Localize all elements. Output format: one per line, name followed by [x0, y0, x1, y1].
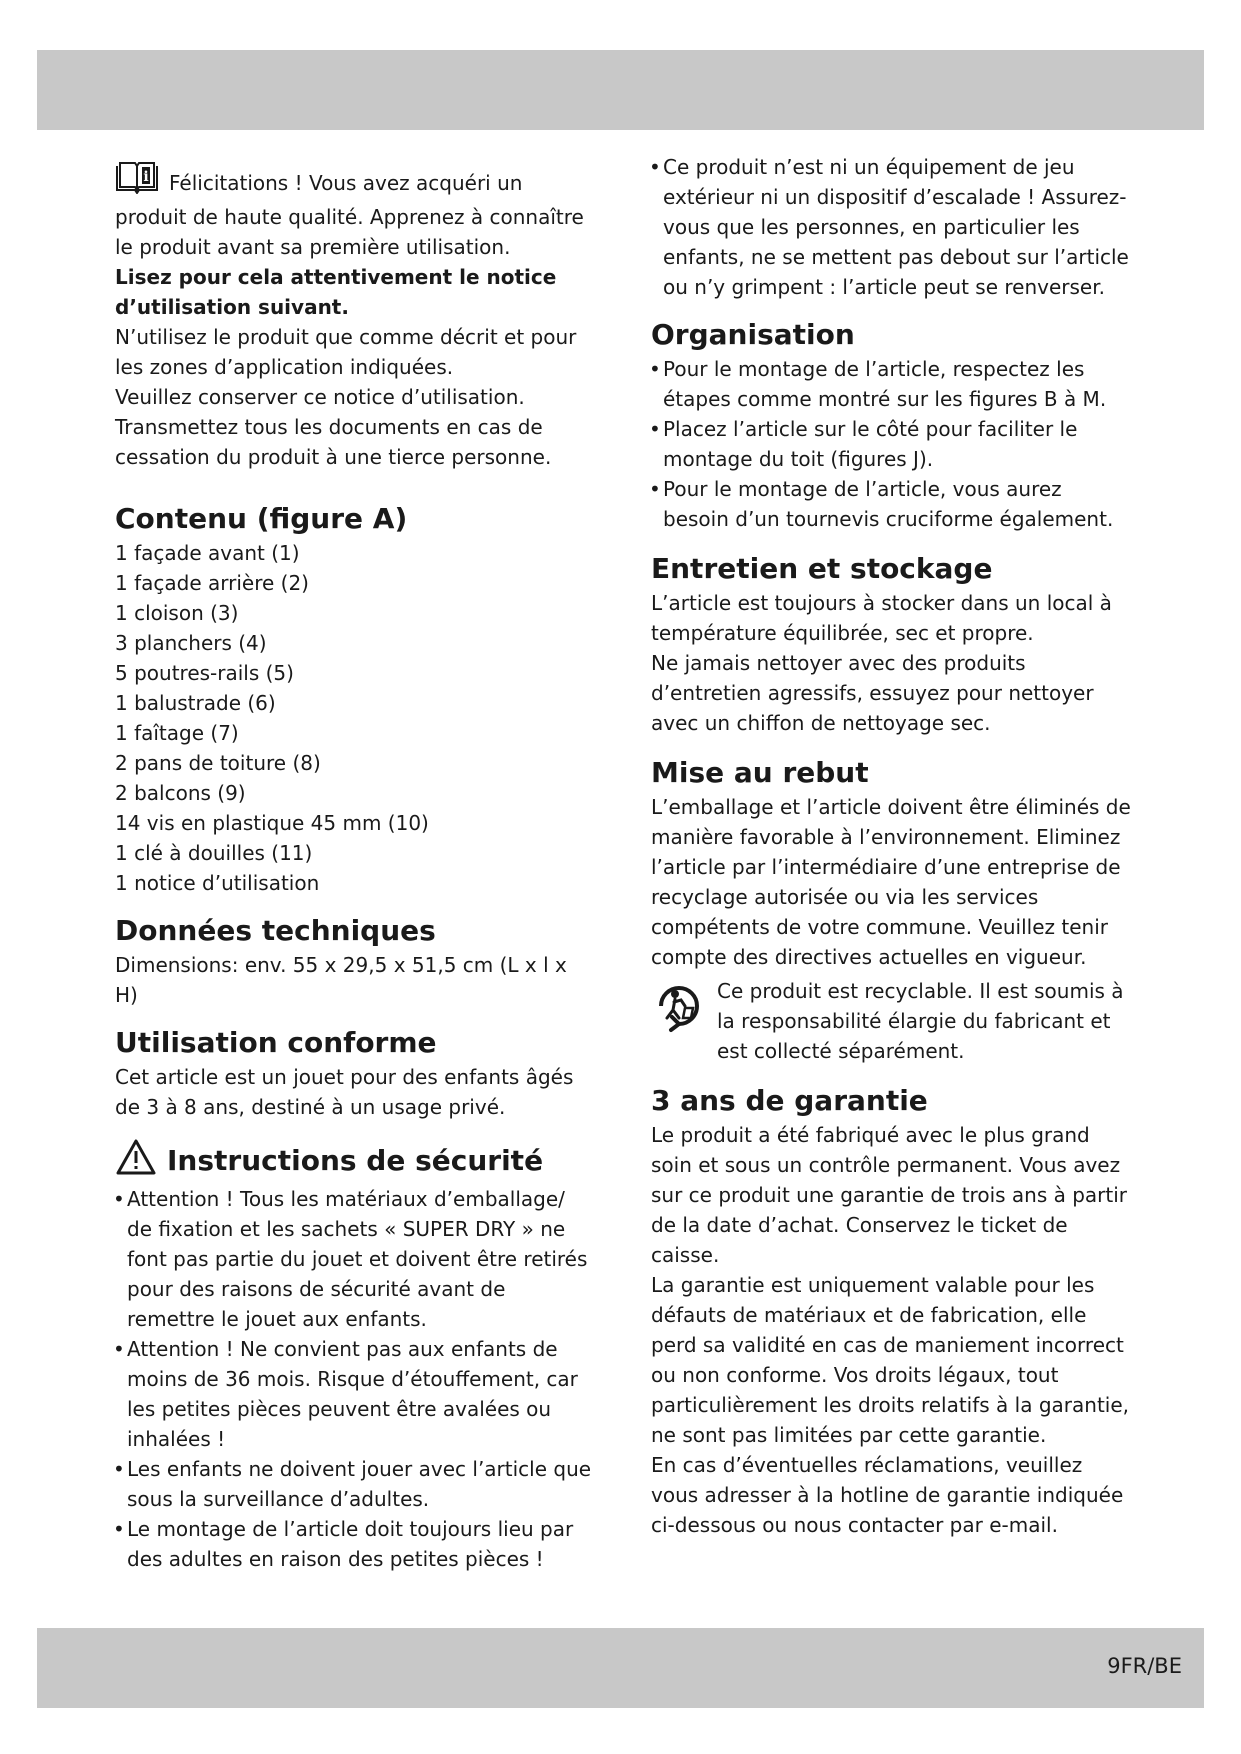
triman-recycle-icon	[651, 976, 707, 1042]
list-item: • Attention ! Ne convient pas aux enfants de moins de 36 mois. Risque d’étouffement, car les petites pièces peuvent être avalées ou inhalées !	[115, 1334, 595, 1454]
maintenance-text-2: Ne jamais nettoyer avec des produits d’entretien agressifs, essuyez pour nettoyer avec un chiffon de nettoyage sec.	[651, 651, 1094, 735]
contents-heading: Contenu (figure A)	[115, 502, 408, 535]
right-column	[651, 152, 1131, 1540]
contents-list	[115, 538, 595, 898]
left-column	[115, 160, 595, 1574]
list-item: • Le montage de l’article doit toujours lieu par des adultes en raison des petites pièces !	[115, 1514, 595, 1574]
contents-item: 2 pans de toiture (8)	[115, 751, 321, 775]
safety-list-continued	[651, 152, 1131, 302]
recycle-notice	[651, 976, 1131, 1066]
contents-item: 3 planchers (4)	[115, 631, 267, 655]
svg-text:i: i	[143, 169, 149, 185]
disposal-heading: Mise au rebut	[651, 756, 869, 789]
intro-paragraph	[115, 160, 595, 262]
intro-bold-text: Lisez pour cela attentivement le notice d’utilisation suivant.	[115, 265, 557, 319]
intro-text: Félicitations ! Vous avez acquéri un produit de haute qualité. Apprenez à connaître le produit avant sa première utilisation.	[115, 171, 584, 259]
contents-item: 1 balustrade (6)	[115, 691, 276, 715]
warranty-heading: 3 ans de garantie	[651, 1084, 928, 1117]
intro-text-3: Veuillez conserver ce notice d’utilisation. Transmettez tous les documents en cas de cessation du produit à une tierce personne.	[115, 385, 552, 469]
safety-list	[115, 1184, 595, 1574]
usage-heading: Utilisation conforme	[115, 1026, 437, 1059]
technical-heading: Données techniques	[115, 914, 436, 947]
contents-item: 1 façade avant (1)	[115, 541, 300, 565]
technical-text: Dimensions: env. 55 x 29,5 x 51,5 cm (L x l x H)	[115, 953, 567, 1007]
contents-item: 14 vis en plastique 45 mm (10)	[115, 811, 429, 835]
recycle-text: Ce produit est recyclable. Il est soumis à la responsabilité élargie du fabricant et est collecté séparément.	[717, 979, 1124, 1063]
contents-item: 1 cloison (3)	[115, 601, 239, 625]
contents-item: 1 faîtage (7)	[115, 721, 239, 745]
list-item: • Attention ! Tous les matériaux d’emballage/ de fixation et les sachets « SUPER DRY » ne font pas partie du jouet et doivent être retirés pour des raisons de sécurité avant de remettre le jouet aux enfants.	[115, 1184, 595, 1334]
contents-item: 1 façade arrière (2)	[115, 571, 309, 595]
list-item: • Pour le montage de l’article, respectez les étapes comme montré sur les figures B à M.	[651, 354, 1131, 414]
intro-text-2: N’utilisez le produit que comme décrit et pour les zones d’application indiquées.	[115, 325, 577, 379]
maintenance-text: L’article est toujours à stocker dans un local à température équilibrée, sec et propre.	[651, 591, 1112, 645]
warranty-text: Le produit a été fabriqué avec le plus grand soin et sous un contrôle permanent. Vous avez sur ce produit une garantie de trois ans à partir de la date d’achat. Conservez le ticket de caisse.	[651, 1123, 1128, 1267]
header-band	[37, 50, 1204, 130]
contents-item: 1 notice d’utilisation	[115, 871, 320, 895]
contents-item: 5 poutres-rails (5)	[115, 661, 294, 685]
disposal-text: L’emballage et l’article doivent être éliminés de manière favorable à l’environnement. Eliminez l’article par l’intermédiaire d’une entreprise de recyclage autorisée ou via les services compétents de votre commune. Veuillez tenir compte des directives actuelles en vigueur.	[651, 795, 1131, 969]
footer-band	[37, 1628, 1204, 1708]
list-item: • Ce produit n’est ni un équipement de jeu extérieur ni un dispositif d’escalade ! Assurez-vous que les personnes, en particulier les enfants, ne se mettent pas debout sur l’article ou n’y grimpent : l’article peut se renverser.	[651, 152, 1131, 302]
book-info-icon	[115, 160, 159, 202]
safety-heading-row	[115, 1138, 595, 1184]
list-item: • Pour le montage de l’article, vous aurez besoin d’un tournevis cruciforme également.	[651, 474, 1131, 534]
warranty-text-3: En cas d’éventuelles réclamations, veuillez vous adresser à la hotline de garantie indiquée ci-dessous ou nous contacter par e-mail.	[651, 1453, 1124, 1537]
list-item: • Les enfants ne doivent jouer avec l’article que sous la surveillance d’adultes.	[115, 1454, 595, 1514]
warning-triangle-icon	[115, 1138, 157, 1184]
list-item: • Placez l’article sur le côté pour faciliter le montage du toit (figures J).	[651, 414, 1131, 474]
organisation-heading: Organisation	[651, 318, 855, 351]
organisation-list	[651, 354, 1131, 534]
maintenance-heading: Entretien et stockage	[651, 552, 993, 585]
safety-heading: Instructions de sécurité	[167, 1144, 544, 1177]
warranty-text-2: La garantie est uniquement valable pour les défauts de matériaux et de fabrication, elle perd sa validité en cas de maniement incorrect ou non conforme. Vos droits légaux, tout particulièrement les droits relatifs à la garantie, ne sont pas limitées par cette garantie.	[651, 1273, 1130, 1447]
contents-item: 1 clé à douilles (11)	[115, 841, 313, 865]
usage-text: Cet article est un jouet pour des enfants âgés de 3 à 8 ans, destiné à un usage privé.	[115, 1065, 574, 1119]
page-number: 9FR/BE	[1107, 1654, 1182, 1678]
contents-item: 2 balcons (9)	[115, 781, 246, 805]
